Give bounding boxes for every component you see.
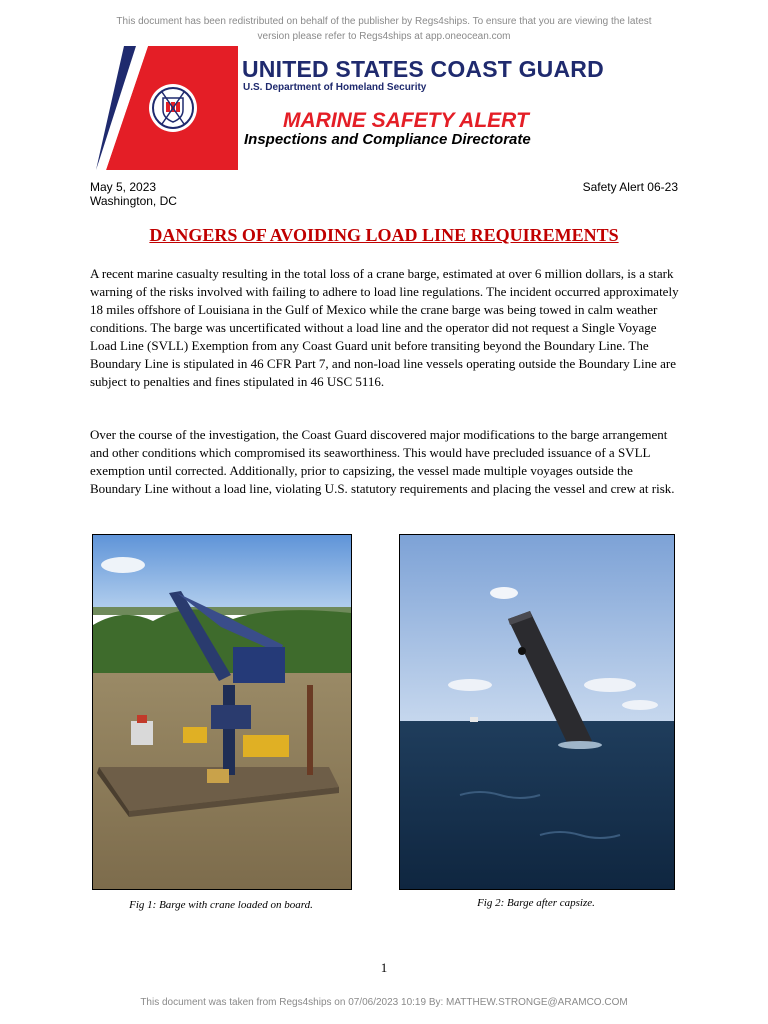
alert-date: May 5, 2023 — [90, 180, 157, 194]
download-notice: This document was taken from Regs4ships on 07/06/2023 10:19 By: MATTHEW.STRONGE@ARAMCO.COM — [140, 997, 628, 1008]
figure-1-photo — [92, 534, 352, 890]
page-number: 1 — [380, 960, 388, 975]
alert-title: MARINE SAFETY ALERT — [283, 109, 529, 132]
redistribution-notice: This document has been redistributed on behalf of the publisher by Regs4ships. To ensure that you are viewing the latest version please refer to Regs4ships at app.oneocean.com — [116, 16, 652, 42]
figure-2-photo — [399, 534, 675, 890]
body-paragraph-2: Over the course of the investigation, the Coast Guard discovered major modifications to the barge arrangement and other conditions which compromised its seaworthiness. This would have precluded issuance of a SVLL exemption until corrected. Additionally, prior to capsizing, the vessel made multiple voyages outside the Boundary Line without a load line, violating U.S. statutory requirements and placing the vessel and crew at risk. — [90, 427, 675, 496]
figure-1-caption: Fig 1: Barge with crane loaded on board. — [129, 899, 313, 911]
figure-2-caption: Fig 2: Barge after capsize. — [477, 897, 595, 909]
alert-subtitle: Inspections and Compliance Directorate — [244, 131, 531, 148]
alert-number: Safety Alert 06-23 — [582, 180, 678, 194]
uscg-logo — [96, 46, 238, 170]
org-subtitle: U.S. Department of Homeland Security — [243, 82, 427, 93]
body-paragraph-1: A recent marine casualty resulting in the total loss of a crane barge, estimated at over 6 million dollars, is a stark warning of the risks involved with failing to adhere to load line regulations. The incident occurred approximately 18 miles offshore of Louisiana in the Gulf of Mexico while the crane barge was being towed in calm weather conditions. The barge was uncertificated without a load line and the operator did not request a Single Voyage Load Line (SVLL) Exemption from any Coast Guard unit before transiting beyond the Boundary Line. The Boundary Line is stipulated in 46 CFR Part 7, and non-load line vessels operating outside the Boundary Line are subject to penalties and fines stipulated in 46 USC 5116. — [90, 266, 679, 389]
alert-location: Washington, DC — [90, 194, 177, 208]
headline: DANGERS OF AVOIDING LOAD LINE REQUIREMENTS — [149, 225, 619, 245]
org-title: UNITED STATES COAST GUARD — [242, 56, 604, 82]
